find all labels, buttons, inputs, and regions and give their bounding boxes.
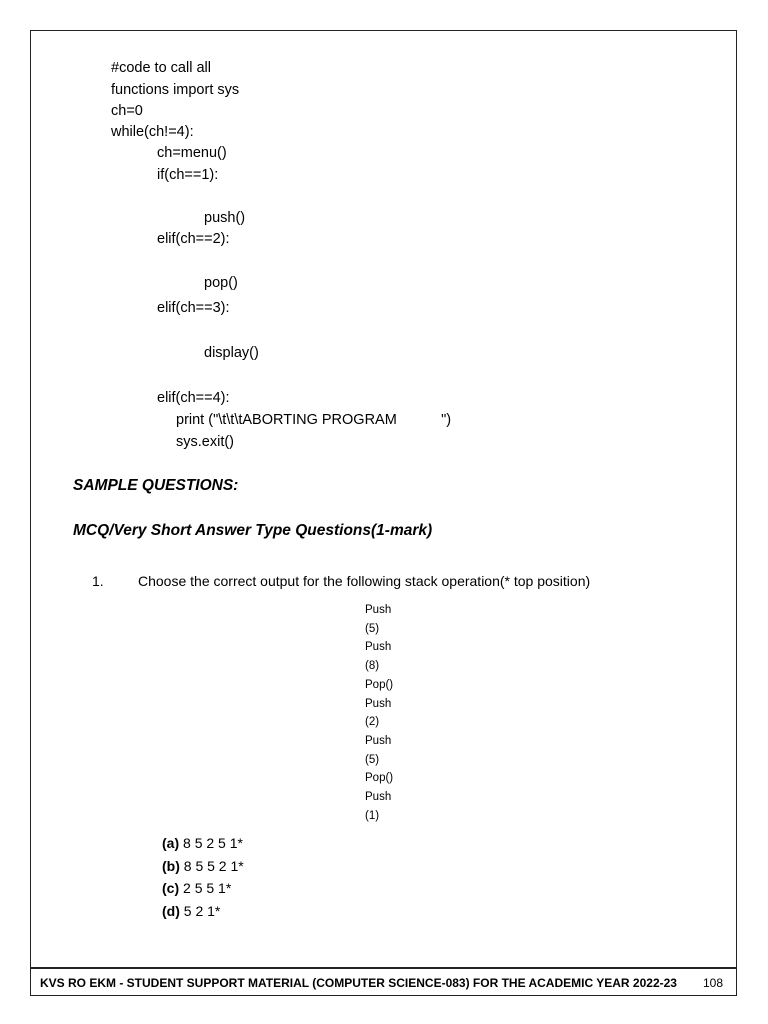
operation-line: (1) (365, 809, 380, 822)
code-line-12: elif(ch==4): (157, 390, 230, 406)
code-line-14: sys.exit() (176, 434, 234, 450)
operation-line: Push (365, 734, 392, 747)
option-label: (b) (162, 857, 180, 874)
question-number: 1. (92, 573, 104, 589)
option-text: 8 5 2 5 1* (179, 835, 243, 851)
operation-line: (8) (365, 660, 380, 673)
page-number: 108 (702, 976, 723, 990)
option-a (162, 832, 244, 855)
operation-line: Pop() (365, 772, 394, 785)
stack-operations (365, 601, 393, 825)
code-line-1: #code to call all (111, 60, 211, 76)
option-d (162, 900, 244, 923)
code-line-6: if(ch==1): (157, 167, 219, 183)
code-line-11: display() (204, 345, 259, 361)
code-line-9: pop() (204, 275, 238, 291)
operation-line: (5) (365, 622, 380, 635)
operation-line: Push (365, 697, 392, 710)
option-label: (c) (162, 880, 180, 896)
code-line-3: ch=0 (111, 103, 143, 119)
operation-line: Push (365, 604, 392, 616)
code-line-13: print ("\t\t\tABORTING PROGRAM ") (176, 412, 452, 428)
option-text: 5 2 1* (179, 902, 221, 919)
answer-options (162, 832, 244, 922)
code-line-8: elif(ch==2): (157, 231, 230, 247)
operation-line: (5) (365, 753, 380, 766)
page-border (30, 30, 737, 996)
option-b (162, 855, 244, 878)
footer-text: KVS RO EKM - STUDENT SUPPORT MATERIAL (COMPUTER SCIENCE-083) FOR THE ACADEMIC YEAR 2022-23 (40, 976, 677, 990)
option-text: 2 5 5 1* (179, 880, 232, 896)
operation-line: Pop() (365, 678, 394, 691)
code-line-5: ch=menu() (157, 145, 227, 161)
code-line-10: elif(ch==3): (157, 300, 230, 316)
mcq-heading: MCQ/Very Short Answer Type Questions(1-mark) (73, 522, 433, 539)
question-text: Choose the correct output for the following stack operation(* top position) (138, 573, 591, 589)
sample-questions-heading: SAMPLE QUESTIONS: (73, 477, 239, 494)
page-footer (30, 967, 737, 996)
code-line-2: functions import sys (111, 82, 240, 98)
code-line-7: push() (204, 210, 246, 226)
operation-line: Push (365, 641, 392, 654)
option-c (162, 877, 244, 900)
option-text: 8 5 5 2 1* (179, 857, 244, 874)
operation-line: Push (365, 791, 392, 804)
operation-line: (2) (365, 716, 380, 729)
code-line-4: while(ch!=4): (111, 124, 194, 140)
option-label: (a) (162, 835, 180, 851)
option-label: (d) (162, 902, 180, 919)
